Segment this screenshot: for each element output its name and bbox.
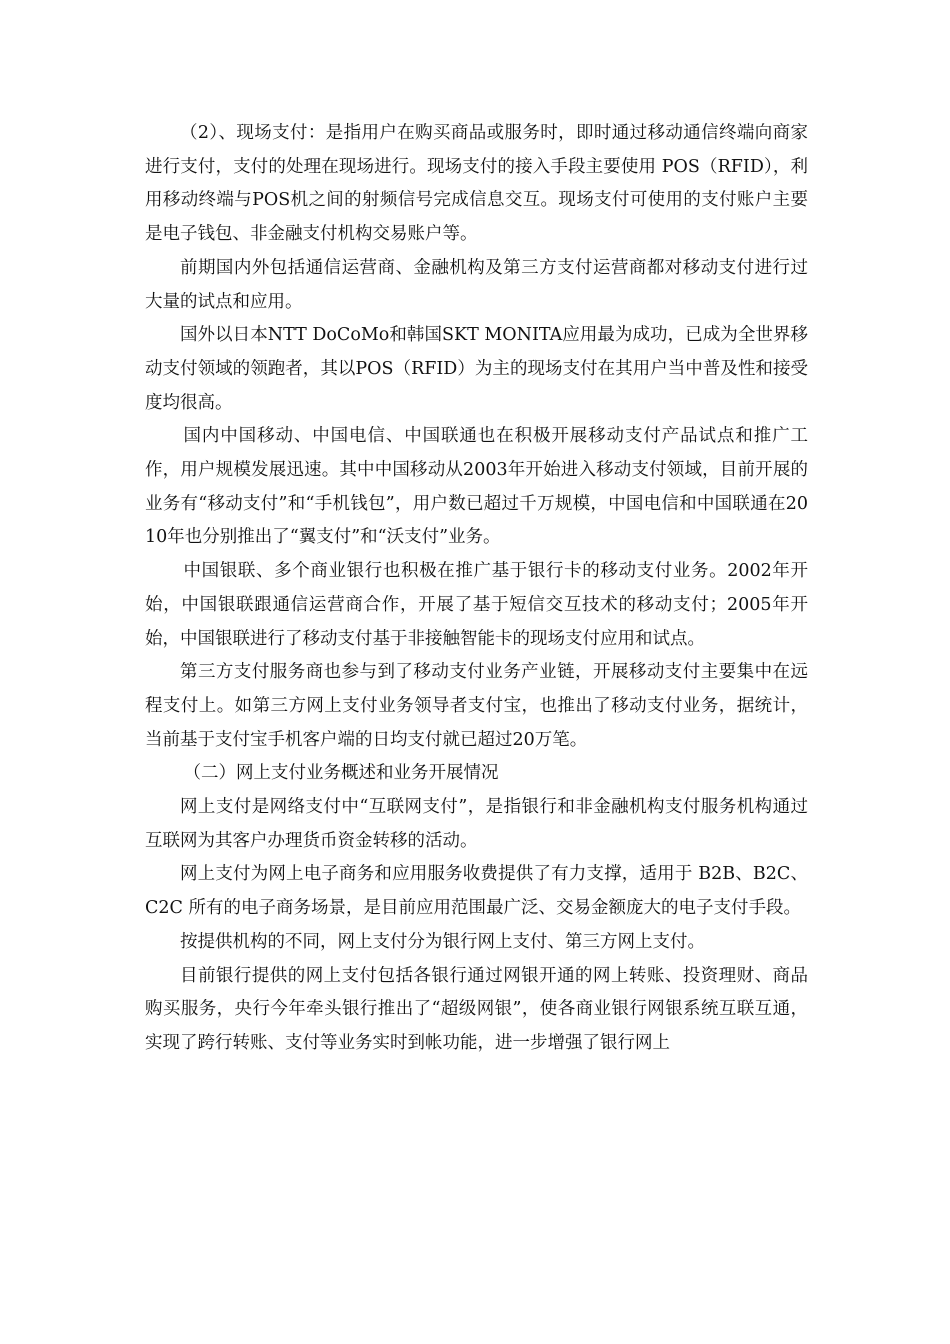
paragraph-bank-online: 目前银行提供的网上支付包括各银行通过网银开通的网上转账、投资理财、商品购买服务，央行今年牵头银行推出了“超级网银”，使各商业银行网银系统互联互通，实现了跨行转账、支付等业务实时到帐功能，进一步增强了银行网上: [145, 965, 808, 1053]
paragraph-unionpay-banks: 中国银联、多个商业银行也积极在推广基于银行卡的移动支付业务。2002年开始，中国银联跟通信运营商合作，开展了基于短信交互技术的移动支付；2005年开始，中国银联进行了移动支付基于非接触智能卡的现场支付应用和试点。: [145, 561, 808, 649]
paragraph-domestic-operators: 国内中国移动、中国电信、中国联通也在积极开展移动支付产品试点和推广工作，用户规模发展迅速。其中中国移动从2003年开始进入移动支付领域，目前开展的业务有“移动支付”和“手机钱包”，用户数已超过千万规模，中国电信和中国联通在2010年也分别推出了“翼支付”和“沃支付”业务。: [145, 426, 808, 548]
section-heading-online-payment: （二）网上支付业务概述和业务开展情况: [183, 763, 499, 784]
paragraph-pilot-overview: 前期国内外包括通信运营商、金融机构及第三方支付运营商都对移动支付进行过大量的试点和应用。: [145, 257, 808, 312]
paragraph-onsite-payment: （2）、现场支付：是指用户在购买商品或服务时，即时通过移动通信终端向商家进行支付，支付的处理在现场进行。现场支付的接入手段主要使用 POS（RFID），利用移动终端与POS机之间的射频信号完成信息交互。现场支付可使用的支付账户主要是电子钱包、非金融支付机构交易账户等。: [145, 123, 808, 245]
document-body: [145, 117, 808, 1061]
paragraph-foreign-cases: 国外以日本NTT DoCoMo和韩国SKT MONITA应用最为成功，已成为全世界移动支付领域的领跑者，其以POS（RFID）为主的现场支付在其用户当中普及性和接受度均很高。: [145, 325, 808, 413]
paragraph-online-types: 按提供机构的不同，网上支付分为银行网上支付、第三方网上支付。: [180, 931, 705, 952]
paragraph-third-party: 第三方支付服务商也参与到了移动支付业务产业链，开展移动支付主要集中在远程支付上。如第三方网上支付业务领导者支付宝，也推出了移动支付业务，据统计，当前基于支付宝手机客户端的日均支付就已超过20万笔。: [145, 662, 808, 750]
paragraph-online-support: 网上支付为网上电子商务和应用服务收费提供了有力支撑，适用于 B2B、B2C、C2C 所有的电子商务场景，是目前应用范围最广泛、交易金额庞大的电子支付手段。: [145, 864, 808, 919]
paragraph-online-definition: 网上支付是网络支付中“互联网支付”，是指银行和非金融机构支付服务机构通过互联网为其客户办理货币资金转移的活动。: [145, 797, 808, 851]
